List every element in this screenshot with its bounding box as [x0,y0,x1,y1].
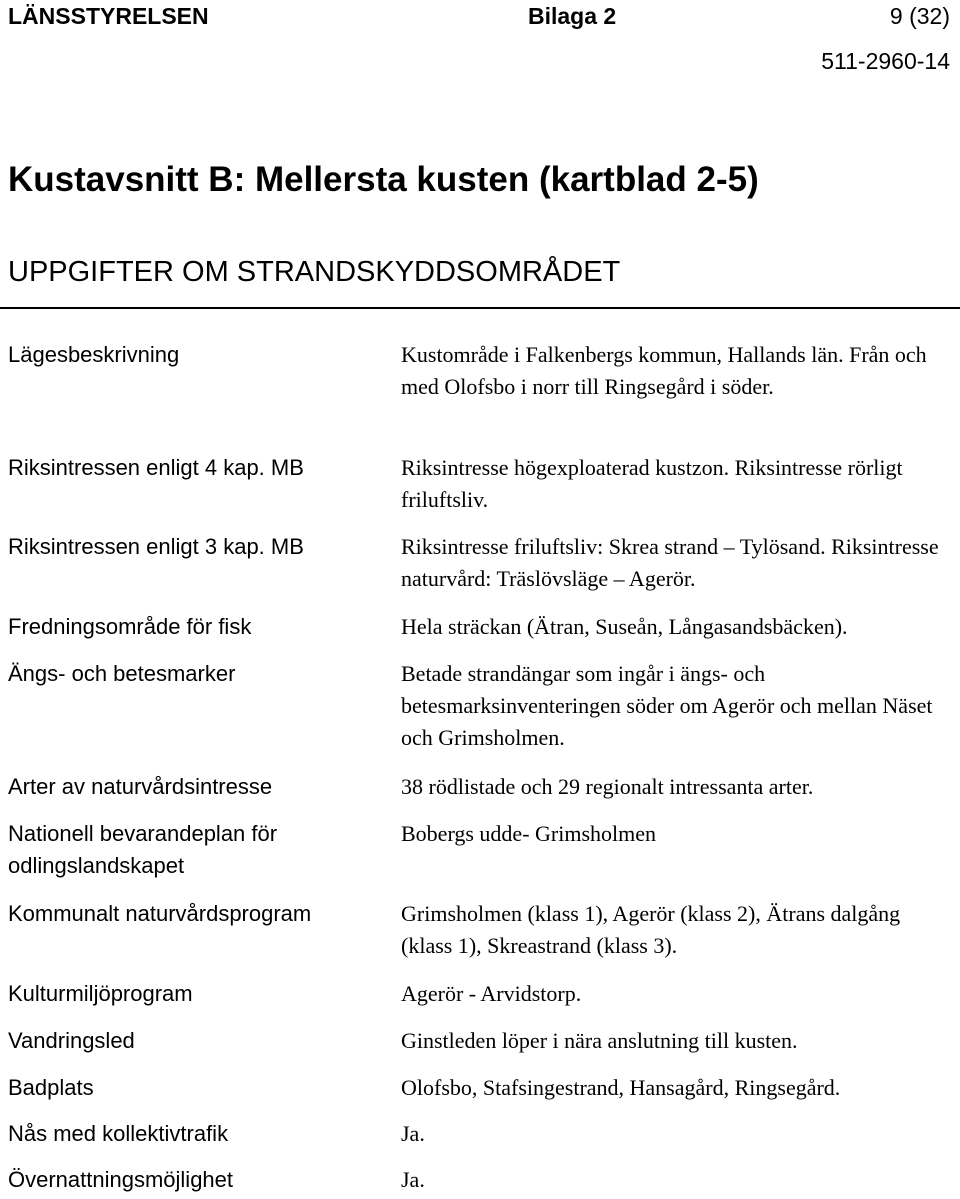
row-label: Kulturmiljöprogram [8,981,193,1006]
row-label: Ängs- och betesmarker [8,661,236,686]
row-label: Riksintressen enligt 4 kap. MB [8,455,304,480]
row-value: Hela sträckan (Ätran, Suseån, Långasandsbäcken). [401,614,848,639]
row-value: Kustområde i Falkenbergs kommun, Hallands län. Från och med Olofsbo i norr till Ringsegård i söder. [401,342,927,399]
row-label: Lägesbeskrivning [8,342,180,367]
row-label: Badplats [8,1075,94,1100]
row-label: Övernattningsmöjlighet [8,1167,234,1192]
row-value: Ja. [401,1121,425,1146]
row-value: Agerör - Arvidstorp. [401,981,582,1006]
row-value: Olofsbo, Stafsingestrand, Hansagård, Ringsegård. [401,1075,841,1100]
row-value: Bobergs udde- Grimsholmen [401,821,657,846]
row-label: Nås med kollektivtrafik [8,1121,229,1146]
row-label: Fredningsområde för fisk [8,614,252,639]
row-value: Riksintresse högexploaterad kustzon. Riksintresse rörligt friluftsliv. [401,455,903,512]
row-value: Ja. [401,1167,425,1192]
page-number: 9 (32) [889,3,950,29]
section-heading: UPPGIFTER OM STRANDSKYDDSOMRÅDET [8,256,621,288]
row-value: Grimsholmen (klass 1), Agerör (klass 2), Ätrans dalgång (klass 1), Skreastrand (klass 3). [401,901,901,958]
page-title: Kustavsnitt B: Mellersta kusten (kartblad 2-5) [8,160,759,199]
row-label: Nationell bevarandeplan för odlingslandskapet [8,821,278,878]
divider [0,307,960,309]
row-label: Arter av naturvårdsintresse [8,774,273,799]
row-value: Riksintresse friluftsliv: Skrea strand – Tylösand. Riksintresse naturvård: Träslövsläge – Agerör. [401,534,939,591]
row-value: Betade strandängar som ingår i ängs- och betesmarksinventeringen söder om Agerör och mellan Näset och Grimsholmen. [401,661,933,750]
attachment-label: Bilaga 2 [528,3,617,29]
row-value: Ginstleden löper i nära anslutning till kusten. [401,1028,798,1053]
document-reference: 511-2960-14 [821,48,950,74]
row-label: Vandringsled [8,1028,135,1053]
organization-name: LÄNSSTYRELSEN [8,3,209,29]
row-label: Kommunalt naturvårdsprogram [8,901,312,926]
row-value: 38 rödlistade och 29 regionalt intressanta arter. [401,774,814,799]
row-label: Riksintressen enligt 3 kap. MB [8,534,304,559]
